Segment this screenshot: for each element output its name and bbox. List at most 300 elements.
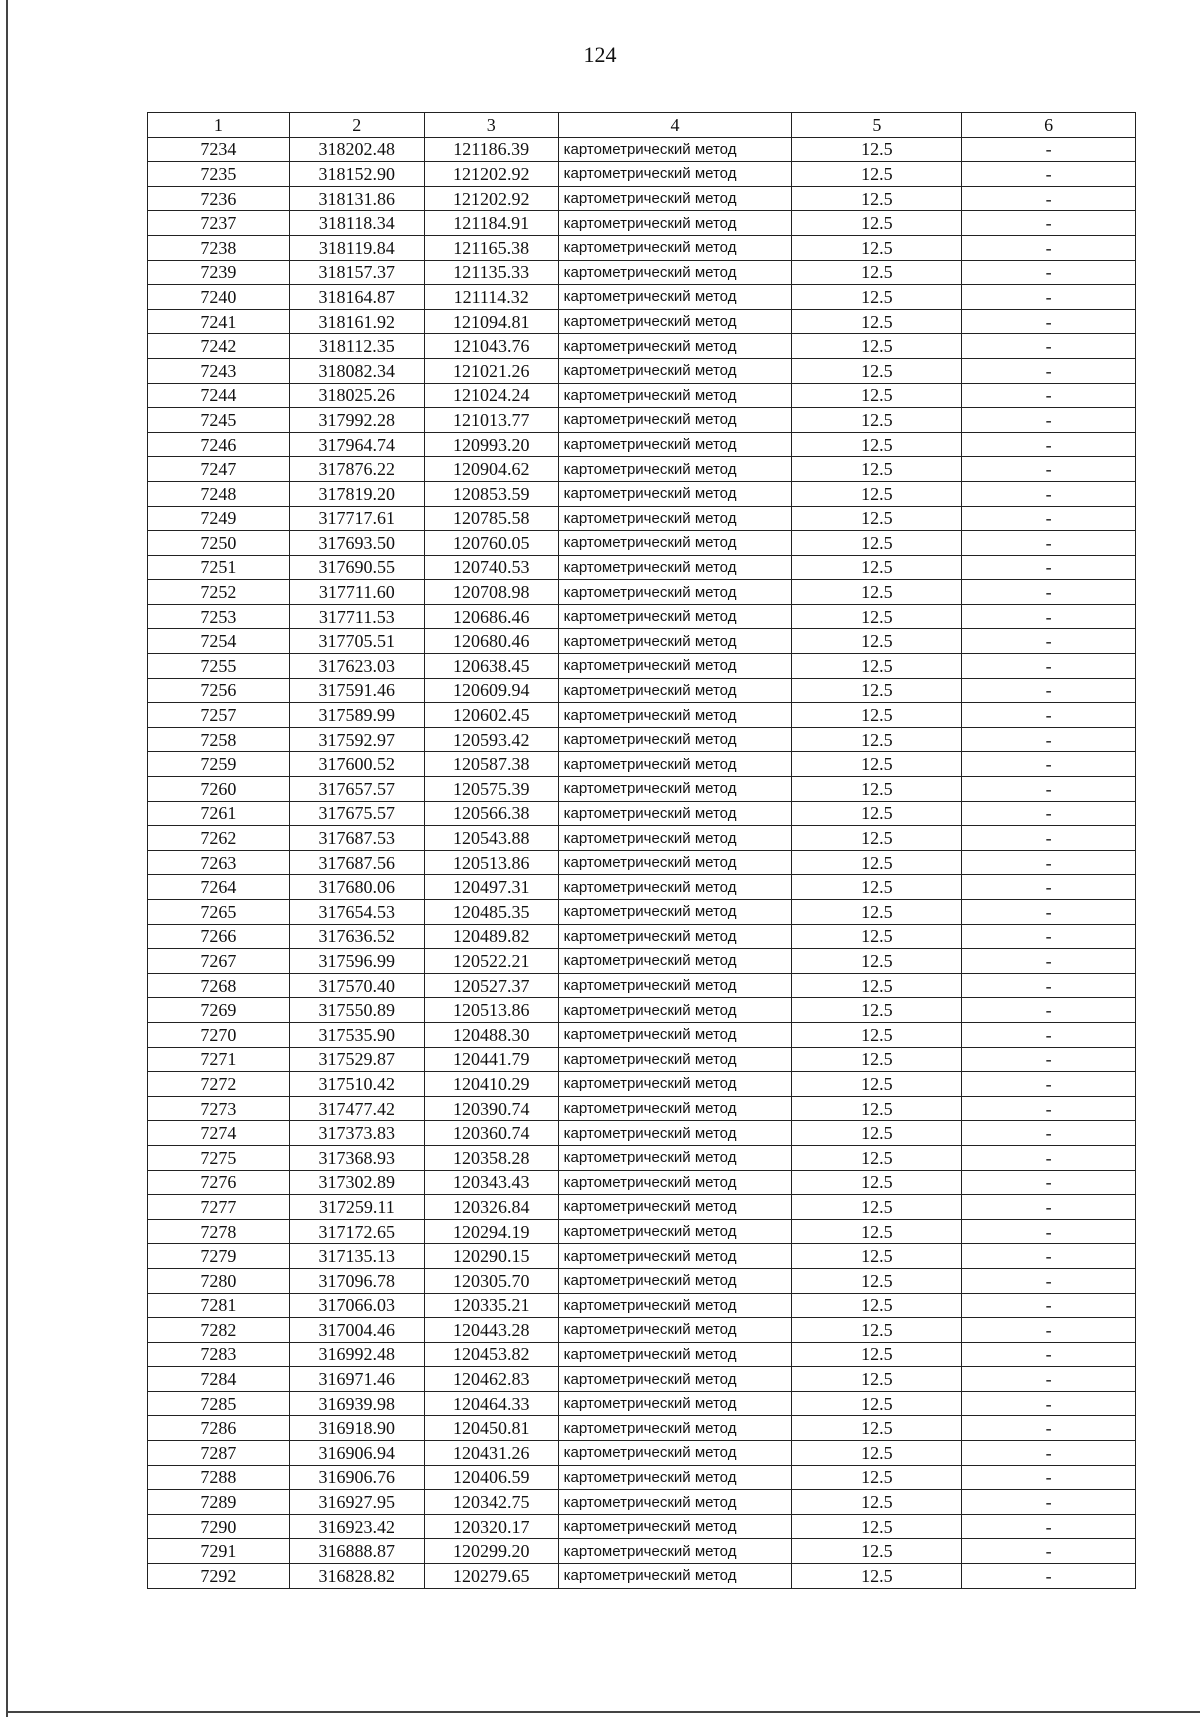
table-row (148, 1047, 1136, 1072)
method-cell: картометрический метод (558, 924, 792, 949)
note-cell: - (962, 408, 1136, 433)
table-row (148, 235, 1136, 260)
y-coordinate-cell: 120488.30 (424, 1022, 558, 1047)
point-number-cell: 7234 (148, 137, 290, 162)
x-coordinate-cell: 317529.87 (289, 1047, 424, 1072)
table-row (148, 900, 1136, 925)
y-coordinate-cell: 120294.19 (424, 1219, 558, 1244)
y-coordinate-cell: 120360.74 (424, 1121, 558, 1146)
method-cell: картометрический метод (558, 1219, 792, 1244)
method-cell: картометрический метод (558, 1047, 792, 1072)
point-number-cell: 7267 (148, 949, 290, 974)
accuracy-cell: 12.5 (792, 580, 962, 605)
method-cell: картометрический метод (558, 1268, 792, 1293)
x-coordinate-cell: 318112.35 (289, 334, 424, 359)
accuracy-cell: 12.5 (792, 752, 962, 777)
method-cell: картометрический метод (558, 285, 792, 310)
x-coordinate-cell: 317705.51 (289, 629, 424, 654)
method-cell: картометрический метод (558, 1022, 792, 1047)
method-cell: картометрический метод (558, 998, 792, 1023)
x-coordinate-cell: 317510.42 (289, 1072, 424, 1097)
method-cell: картометрический метод (558, 1145, 792, 1170)
point-number-cell: 7287 (148, 1441, 290, 1466)
y-coordinate-cell: 120602.45 (424, 703, 558, 728)
x-coordinate-cell: 317096.78 (289, 1268, 424, 1293)
y-coordinate-cell: 120390.74 (424, 1096, 558, 1121)
table-row (148, 1441, 1136, 1466)
table-row (148, 260, 1136, 285)
accuracy-cell: 12.5 (792, 875, 962, 900)
note-cell: - (962, 629, 1136, 654)
accuracy-cell: 12.5 (792, 555, 962, 580)
point-number-cell: 7246 (148, 432, 290, 457)
table-row (148, 1096, 1136, 1121)
column-header-4: 4 (558, 113, 792, 138)
point-number-cell: 7237 (148, 211, 290, 236)
table-row (148, 162, 1136, 187)
method-cell: картометрический метод (558, 309, 792, 334)
method-cell: картометрический метод (558, 752, 792, 777)
y-coordinate-cell: 120513.86 (424, 850, 558, 875)
note-cell: - (962, 777, 1136, 802)
accuracy-cell: 12.5 (792, 432, 962, 457)
accuracy-cell: 12.5 (792, 1145, 962, 1170)
accuracy-cell: 12.5 (792, 1342, 962, 1367)
note-cell: - (962, 1514, 1136, 1539)
note-cell: - (962, 432, 1136, 457)
point-number-cell: 7289 (148, 1490, 290, 1515)
point-number-cell: 7247 (148, 457, 290, 482)
x-coordinate-cell: 317687.56 (289, 850, 424, 875)
y-coordinate-cell: 120335.21 (424, 1293, 558, 1318)
method-cell: картометрический метод (558, 777, 792, 802)
table-row (148, 1342, 1136, 1367)
y-coordinate-cell: 120305.70 (424, 1268, 558, 1293)
accuracy-cell: 12.5 (792, 900, 962, 925)
note-cell: - (962, 1121, 1136, 1146)
x-coordinate-cell: 316923.42 (289, 1514, 424, 1539)
point-number-cell: 7257 (148, 703, 290, 728)
accuracy-cell: 12.5 (792, 235, 962, 260)
accuracy-cell: 12.5 (792, 850, 962, 875)
point-number-cell: 7283 (148, 1342, 290, 1367)
column-header-2: 2 (289, 113, 424, 138)
accuracy-cell: 12.5 (792, 1096, 962, 1121)
method-cell: картометрический метод (558, 727, 792, 752)
table-row (148, 1539, 1136, 1564)
point-number-cell: 7291 (148, 1539, 290, 1564)
column-header-3: 3 (424, 113, 558, 138)
method-cell: картометрический метод (558, 531, 792, 556)
accuracy-cell: 12.5 (792, 137, 962, 162)
point-number-cell: 7288 (148, 1465, 290, 1490)
note-cell: - (962, 1145, 1136, 1170)
note-cell: - (962, 1318, 1136, 1343)
y-coordinate-cell: 121024.24 (424, 383, 558, 408)
y-coordinate-cell: 120513.86 (424, 998, 558, 1023)
table-row (148, 1072, 1136, 1097)
note-cell: - (962, 1047, 1136, 1072)
method-cell: картометрический метод (558, 1342, 792, 1367)
note-cell: - (962, 1096, 1136, 1121)
method-cell: картометрический метод (558, 260, 792, 285)
point-number-cell: 7258 (148, 727, 290, 752)
accuracy-cell: 12.5 (792, 531, 962, 556)
x-coordinate-cell: 318025.26 (289, 383, 424, 408)
method-cell: картометрический метод (558, 211, 792, 236)
point-number-cell: 7279 (148, 1244, 290, 1269)
note-cell: - (962, 1441, 1136, 1466)
point-number-cell: 7249 (148, 506, 290, 531)
x-coordinate-cell: 317623.03 (289, 654, 424, 679)
note-cell: - (962, 1391, 1136, 1416)
table-row (148, 1318, 1136, 1343)
table-row (148, 654, 1136, 679)
y-coordinate-cell: 120410.29 (424, 1072, 558, 1097)
point-number-cell: 7274 (148, 1121, 290, 1146)
y-coordinate-cell: 121202.92 (424, 186, 558, 211)
y-coordinate-cell: 120443.28 (424, 1318, 558, 1343)
note-cell: - (962, 1219, 1136, 1244)
x-coordinate-cell: 316918.90 (289, 1416, 424, 1441)
method-cell: картометрический метод (558, 334, 792, 359)
table-row (148, 1416, 1136, 1441)
table-row (148, 1293, 1136, 1318)
x-coordinate-cell: 318082.34 (289, 358, 424, 383)
accuracy-cell: 12.5 (792, 924, 962, 949)
table-row (148, 211, 1136, 236)
x-coordinate-cell: 317591.46 (289, 678, 424, 703)
accuracy-cell: 12.5 (792, 383, 962, 408)
note-cell: - (962, 1416, 1136, 1441)
accuracy-cell: 12.5 (792, 777, 962, 802)
method-cell: картометрический метод (558, 1293, 792, 1318)
x-coordinate-cell: 317302.89 (289, 1170, 424, 1195)
method-cell: картометрический метод (558, 506, 792, 531)
point-number-cell: 7255 (148, 654, 290, 679)
x-coordinate-cell: 317711.53 (289, 604, 424, 629)
y-coordinate-cell: 120431.26 (424, 1441, 558, 1466)
method-cell: картометрический метод (558, 235, 792, 260)
accuracy-cell: 12.5 (792, 678, 962, 703)
table-body (148, 137, 1136, 1588)
x-coordinate-cell: 317964.74 (289, 432, 424, 457)
point-number-cell: 7284 (148, 1367, 290, 1392)
y-coordinate-cell: 120464.33 (424, 1391, 558, 1416)
point-number-cell: 7292 (148, 1564, 290, 1589)
table-header (148, 113, 1136, 138)
point-number-cell: 7243 (148, 358, 290, 383)
x-coordinate-cell: 318161.92 (289, 309, 424, 334)
y-coordinate-cell: 120543.88 (424, 826, 558, 851)
y-coordinate-cell: 120450.81 (424, 1416, 558, 1441)
method-cell: картометрический метод (558, 580, 792, 605)
table-row (148, 481, 1136, 506)
table-row (148, 137, 1136, 162)
point-number-cell: 7270 (148, 1022, 290, 1047)
method-cell: картометрический метод (558, 1465, 792, 1490)
note-cell: - (962, 1244, 1136, 1269)
table-row (148, 408, 1136, 433)
y-coordinate-cell: 120462.83 (424, 1367, 558, 1392)
accuracy-cell: 12.5 (792, 186, 962, 211)
point-number-cell: 7253 (148, 604, 290, 629)
point-number-cell: 7235 (148, 162, 290, 187)
note-cell: - (962, 1268, 1136, 1293)
point-number-cell: 7265 (148, 900, 290, 925)
table-row (148, 949, 1136, 974)
method-cell: картометрический метод (558, 1514, 792, 1539)
note-cell: - (962, 703, 1136, 728)
note-cell: - (962, 334, 1136, 359)
method-cell: картометрический метод (558, 900, 792, 925)
point-number-cell: 7290 (148, 1514, 290, 1539)
note-cell: - (962, 949, 1136, 974)
table-row (148, 555, 1136, 580)
y-coordinate-cell: 121021.26 (424, 358, 558, 383)
table-row (148, 1465, 1136, 1490)
point-number-cell: 7254 (148, 629, 290, 654)
y-coordinate-cell: 120575.39 (424, 777, 558, 802)
note-cell: - (962, 1342, 1136, 1367)
note-cell: - (962, 604, 1136, 629)
table-row (148, 1022, 1136, 1047)
table-row (148, 826, 1136, 851)
table-row (148, 1195, 1136, 1220)
y-coordinate-cell: 120686.46 (424, 604, 558, 629)
x-coordinate-cell: 317596.99 (289, 949, 424, 974)
x-coordinate-cell: 317592.97 (289, 727, 424, 752)
method-cell: картометрический метод (558, 432, 792, 457)
y-coordinate-cell: 120785.58 (424, 506, 558, 531)
table-row (148, 1219, 1136, 1244)
method-cell: картометрический метод (558, 1441, 792, 1466)
method-cell: картометрический метод (558, 481, 792, 506)
table-row (148, 457, 1136, 482)
accuracy-cell: 12.5 (792, 826, 962, 851)
accuracy-cell: 12.5 (792, 1416, 962, 1441)
y-coordinate-cell: 120522.21 (424, 949, 558, 974)
note-cell: - (962, 211, 1136, 236)
note-cell: - (962, 850, 1136, 875)
y-coordinate-cell: 120441.79 (424, 1047, 558, 1072)
table-row (148, 1564, 1136, 1589)
x-coordinate-cell: 317550.89 (289, 998, 424, 1023)
table-row (148, 309, 1136, 334)
x-coordinate-cell: 317135.13 (289, 1244, 424, 1269)
x-coordinate-cell: 317477.42 (289, 1096, 424, 1121)
x-coordinate-cell: 318202.48 (289, 137, 424, 162)
x-coordinate-cell: 317589.99 (289, 703, 424, 728)
accuracy-cell: 12.5 (792, 1367, 962, 1392)
point-number-cell: 7276 (148, 1170, 290, 1195)
accuracy-cell: 12.5 (792, 1219, 962, 1244)
table-row (148, 1170, 1136, 1195)
y-coordinate-cell: 120497.31 (424, 875, 558, 900)
x-coordinate-cell: 317004.46 (289, 1318, 424, 1343)
y-coordinate-cell: 121135.33 (424, 260, 558, 285)
note-cell: - (962, 555, 1136, 580)
table-row (148, 580, 1136, 605)
accuracy-cell: 12.5 (792, 1391, 962, 1416)
table-row (148, 604, 1136, 629)
note-cell: - (962, 801, 1136, 826)
table-row (148, 850, 1136, 875)
y-coordinate-cell: 120680.46 (424, 629, 558, 654)
point-number-cell: 7248 (148, 481, 290, 506)
table-row (148, 1391, 1136, 1416)
y-coordinate-cell: 120342.75 (424, 1490, 558, 1515)
y-coordinate-cell: 120279.65 (424, 1564, 558, 1589)
y-coordinate-cell: 120853.59 (424, 481, 558, 506)
x-coordinate-cell: 317992.28 (289, 408, 424, 433)
note-cell: - (962, 678, 1136, 703)
accuracy-cell: 12.5 (792, 285, 962, 310)
method-cell: картометрический метод (558, 1096, 792, 1121)
y-coordinate-cell: 120760.05 (424, 531, 558, 556)
accuracy-cell: 12.5 (792, 801, 962, 826)
point-number-cell: 7262 (148, 826, 290, 851)
note-cell: - (962, 727, 1136, 752)
point-number-cell: 7238 (148, 235, 290, 260)
accuracy-cell: 12.5 (792, 727, 962, 752)
note-cell: - (962, 1293, 1136, 1318)
note-cell: - (962, 900, 1136, 925)
x-coordinate-cell: 317876.22 (289, 457, 424, 482)
table-row (148, 358, 1136, 383)
method-cell: картометрический метод (558, 801, 792, 826)
table-row (148, 1244, 1136, 1269)
accuracy-cell: 12.5 (792, 211, 962, 236)
accuracy-cell: 12.5 (792, 408, 962, 433)
method-cell: картометрический метод (558, 973, 792, 998)
table-row (148, 506, 1136, 531)
point-number-cell: 7272 (148, 1072, 290, 1097)
y-coordinate-cell: 121184.91 (424, 211, 558, 236)
x-coordinate-cell: 317675.57 (289, 801, 424, 826)
x-coordinate-cell: 317690.55 (289, 555, 424, 580)
point-number-cell: 7280 (148, 1268, 290, 1293)
note-cell: - (962, 531, 1136, 556)
accuracy-cell: 12.5 (792, 1293, 962, 1318)
method-cell: картометрический метод (558, 875, 792, 900)
note-cell: - (962, 1195, 1136, 1220)
y-coordinate-cell: 120593.42 (424, 727, 558, 752)
x-coordinate-cell: 317711.60 (289, 580, 424, 605)
x-coordinate-cell: 318157.37 (289, 260, 424, 285)
method-cell: картометрический метод (558, 629, 792, 654)
point-number-cell: 7273 (148, 1096, 290, 1121)
y-coordinate-cell: 120993.20 (424, 432, 558, 457)
x-coordinate-cell: 318131.86 (289, 186, 424, 211)
x-coordinate-cell: 317819.20 (289, 481, 424, 506)
x-coordinate-cell: 317368.93 (289, 1145, 424, 1170)
note-cell: - (962, 1170, 1136, 1195)
y-coordinate-cell: 120320.17 (424, 1514, 558, 1539)
accuracy-cell: 12.5 (792, 1072, 962, 1097)
x-coordinate-cell: 317259.11 (289, 1195, 424, 1220)
method-cell: картометрический метод (558, 1539, 792, 1564)
method-cell: картометрический метод (558, 1564, 792, 1589)
point-number-cell: 7239 (148, 260, 290, 285)
y-coordinate-cell: 120326.84 (424, 1195, 558, 1220)
x-coordinate-cell: 316939.98 (289, 1391, 424, 1416)
method-cell: картометрический метод (558, 1072, 792, 1097)
note-cell: - (962, 1465, 1136, 1490)
x-coordinate-cell: 316971.46 (289, 1367, 424, 1392)
x-coordinate-cell: 317657.57 (289, 777, 424, 802)
point-number-cell: 7250 (148, 531, 290, 556)
accuracy-cell: 12.5 (792, 1195, 962, 1220)
y-coordinate-cell: 121043.76 (424, 334, 558, 359)
accuracy-cell: 12.5 (792, 334, 962, 359)
note-cell: - (962, 506, 1136, 531)
y-coordinate-cell: 120609.94 (424, 678, 558, 703)
accuracy-cell: 12.5 (792, 1170, 962, 1195)
x-coordinate-cell: 318164.87 (289, 285, 424, 310)
y-coordinate-cell: 120638.45 (424, 654, 558, 679)
note-cell: - (962, 752, 1136, 777)
method-cell: картометрический метод (558, 850, 792, 875)
method-cell: картометрический метод (558, 654, 792, 679)
point-number-cell: 7244 (148, 383, 290, 408)
accuracy-cell: 12.5 (792, 506, 962, 531)
x-coordinate-cell: 317600.52 (289, 752, 424, 777)
point-number-cell: 7286 (148, 1416, 290, 1441)
table-row (148, 875, 1136, 900)
accuracy-cell: 12.5 (792, 457, 962, 482)
point-number-cell: 7263 (148, 850, 290, 875)
note-cell: - (962, 309, 1136, 334)
y-coordinate-cell: 120485.35 (424, 900, 558, 925)
point-number-cell: 7285 (148, 1391, 290, 1416)
point-number-cell: 7282 (148, 1318, 290, 1343)
note-cell: - (962, 875, 1136, 900)
accuracy-cell: 12.5 (792, 949, 962, 974)
accuracy-cell: 12.5 (792, 604, 962, 629)
point-number-cell: 7236 (148, 186, 290, 211)
method-cell: картометрический метод (558, 1391, 792, 1416)
scan-bottom-edge (6, 1711, 1200, 1713)
note-cell: - (962, 383, 1136, 408)
y-coordinate-cell: 120708.98 (424, 580, 558, 605)
accuracy-cell: 12.5 (792, 1465, 962, 1490)
method-cell: картометрический метод (558, 137, 792, 162)
x-coordinate-cell: 316992.48 (289, 1342, 424, 1367)
table-row (148, 727, 1136, 752)
method-cell: картометрический метод (558, 457, 792, 482)
y-coordinate-cell: 121186.39 (424, 137, 558, 162)
point-number-cell: 7275 (148, 1145, 290, 1170)
accuracy-cell: 12.5 (792, 973, 962, 998)
table-row (148, 998, 1136, 1023)
method-cell: картометрический метод (558, 1170, 792, 1195)
table-row (148, 801, 1136, 826)
table-row (148, 752, 1136, 777)
column-header-6: 6 (962, 113, 1136, 138)
table-row (148, 777, 1136, 802)
table-row (148, 334, 1136, 359)
accuracy-cell: 12.5 (792, 703, 962, 728)
accuracy-cell: 12.5 (792, 654, 962, 679)
point-number-cell: 7256 (148, 678, 290, 703)
table-row (148, 285, 1136, 310)
accuracy-cell: 12.5 (792, 1564, 962, 1589)
column-header-5: 5 (792, 113, 962, 138)
note-cell: - (962, 235, 1136, 260)
note-cell: - (962, 924, 1136, 949)
x-coordinate-cell: 317535.90 (289, 1022, 424, 1047)
